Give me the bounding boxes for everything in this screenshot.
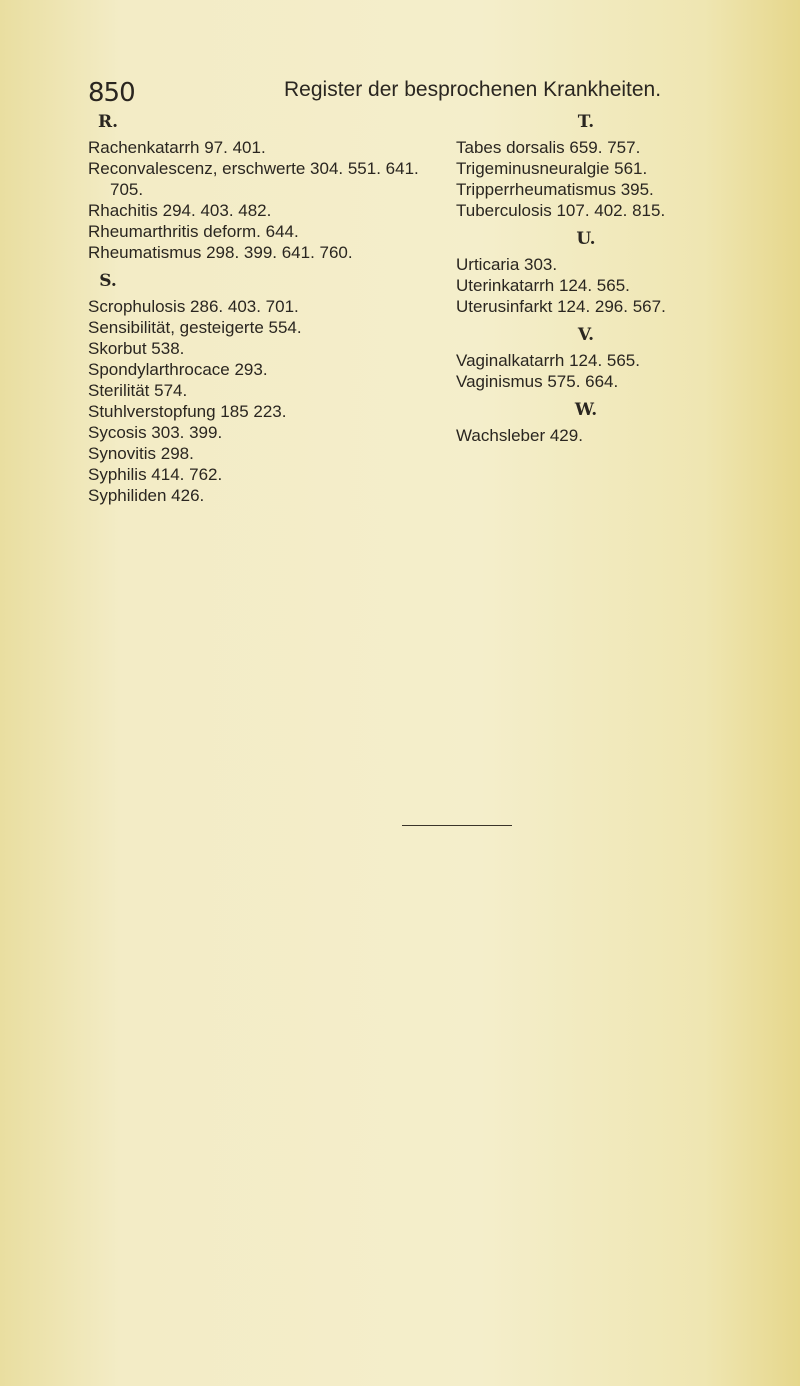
index-entry: Syphiliden 426. [88, 486, 205, 505]
index-entry: Trigeminusneuralgie 561. [456, 159, 648, 178]
index-entry: Wachsleber 429. [456, 426, 583, 445]
right-column [456, 112, 786, 446]
index-entry: Tabes dorsalis 659. 757. [456, 138, 641, 157]
index-entry: Rheumarthritis deform. 644. [88, 222, 299, 241]
section-letter-t: T. [577, 112, 595, 132]
index-entry: Vaginalkatarrh 124. 565. [456, 351, 640, 370]
index-entry: Scrophulosis 286. 403. 701. [88, 297, 299, 316]
index-entry: Rhachitis 294. 403. 482. [88, 201, 272, 220]
index-entry: Reconvalescenz, erschwerte 304. 551. 641. [88, 159, 419, 178]
left-column [88, 112, 443, 506]
page-number: 850 [88, 78, 135, 108]
section-letter-w: W. [574, 400, 598, 420]
index-entry: Tuberculosis 107. 402. 815. [456, 201, 666, 220]
section-letter-u: U. [576, 229, 596, 249]
index-entry: Rheumatismus 298. 399. 641. 760. [88, 243, 353, 262]
section-letter-v: V. [577, 325, 595, 345]
index-entry: Uterinkatarrh 124. 565. [456, 276, 630, 295]
index-entry: Sensibilität, gesteigerte 554. [88, 318, 302, 337]
index-entry: Urticaria 303. [456, 255, 558, 274]
index-entry: Vaginismus 575. 664. [456, 372, 619, 391]
end-rule [402, 825, 512, 826]
index-entry: Stuhlverstopfung 185 223. [88, 402, 287, 421]
page-header: Register der besprochenen Krankheiten. [284, 78, 662, 101]
index-entry: Sycosis 303. 399. [88, 423, 223, 442]
index-entry-continuation: 705. [110, 180, 144, 199]
index-entry: Tripperrheumatismus 395. [456, 180, 654, 199]
index-entry: Uterusinfarkt 124. 296. 567. [456, 297, 666, 316]
index-entry: Rachenkatarrh 97. 401. [88, 138, 266, 157]
section-letter-r: R. [97, 112, 119, 132]
index-entry: Spondylarthrocace 293. [88, 360, 268, 379]
index-entry: Skorbut 538. [88, 339, 185, 358]
index-entry: Sterilität 574. [88, 381, 188, 400]
index-entry: Syphilis 414. 762. [88, 465, 223, 484]
index-entry: Synovitis 298. [88, 444, 194, 463]
section-letter-s: S. [99, 271, 117, 291]
